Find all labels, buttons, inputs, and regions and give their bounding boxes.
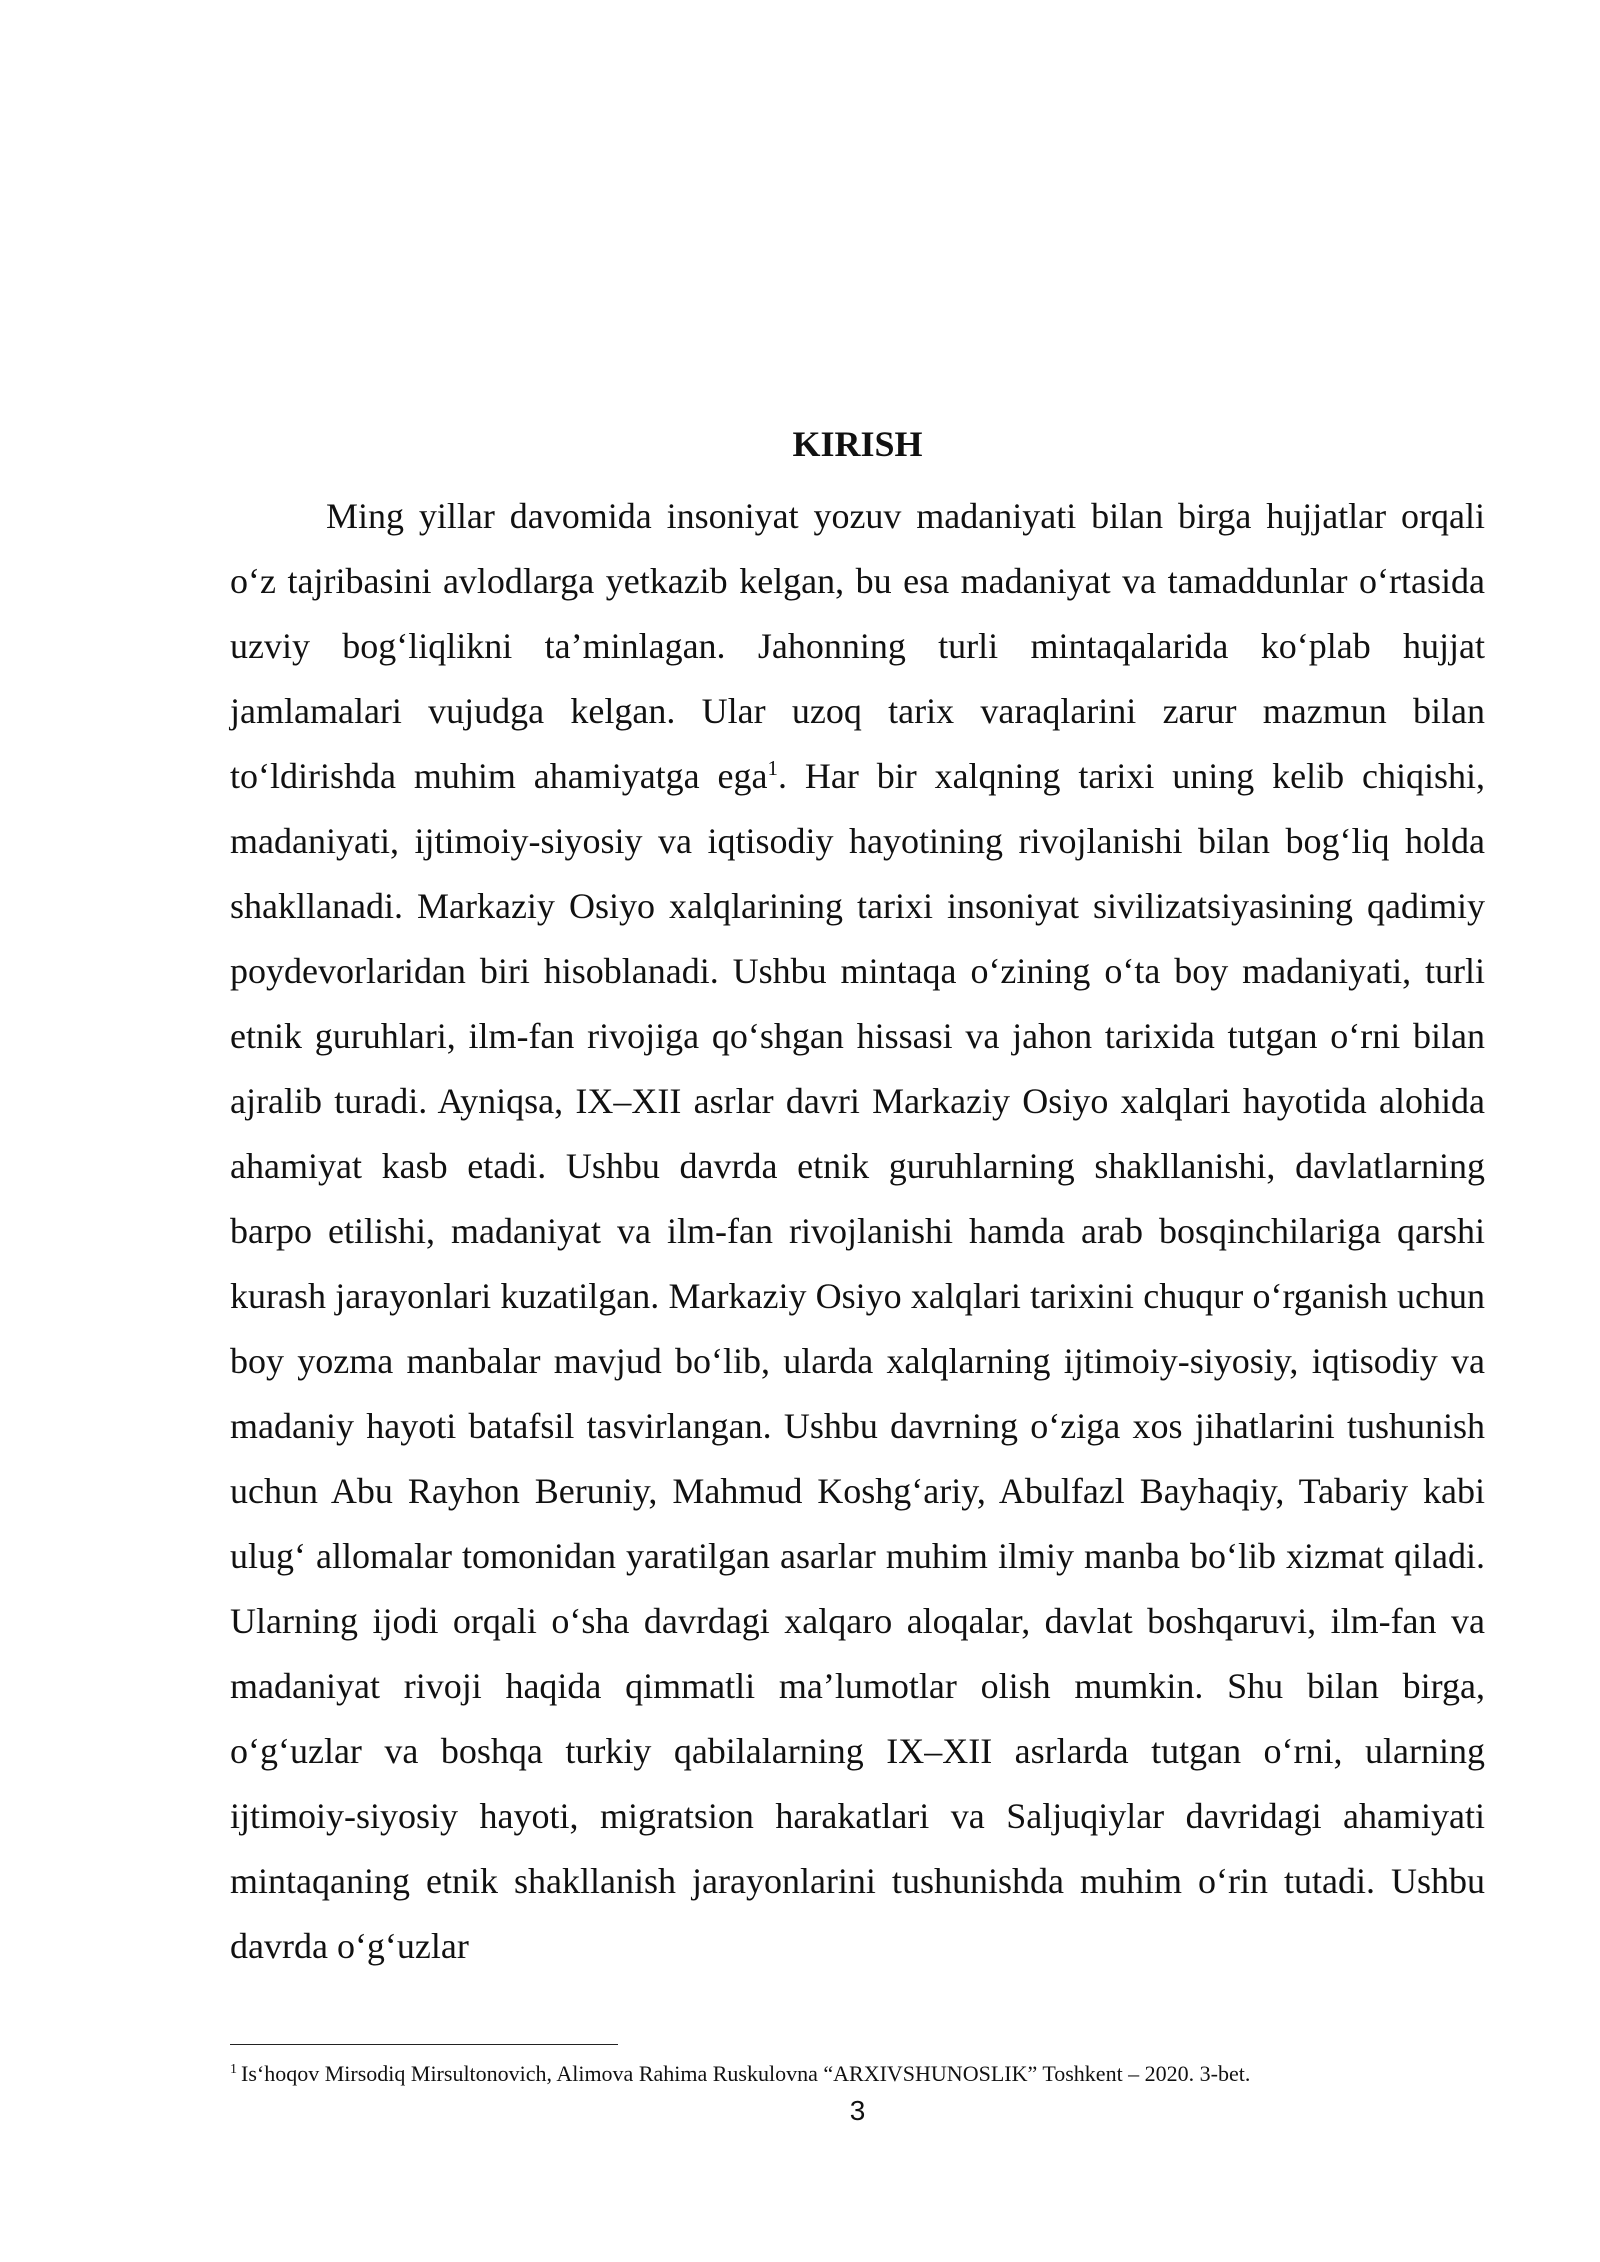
page-number: 3 — [849, 2095, 866, 2126]
footnote-reference[interactable]: 1 — [767, 756, 778, 780]
footnote-number: 1 — [230, 2061, 237, 2077]
page-title: KIRISH — [792, 424, 923, 464]
paragraph-text-part2: . Har bir xalqning tarixi uning kelib chiqishi, madaniyati, ijtimoiy-siyosiy va iqtisodiy hayotining rivojlanishi bilan bog‘liq holda shakllanadi. Markaziy Osiyo xalqlarining tarixi insoniyat sivilizatsiyasining qadimiy poydevorlaridan biri hisoblanadi. Ushbu mintaqa o‘zining o‘ta boy madaniyati, turli etnik guruhlari, ilm-fan rivojiga qo‘shgan hissasi va jahon tarixida tutgan o‘rni bilan ajralib turadi. Ayniqsa, IX–XII asrlar davri Markaziy Osiyo xalqlari hayotida alohida ahamiyat kasb etadi. Ushbu davrda etnik guruhlarning shakllanishi, davlatlarning barpo etilishi, madaniyat va ilm-fan rivojlanishi hamda arab bosqinchilariga qarshi kurash jarayonlari kuzatilgan. Markaziy Osiyo xalqlari tarixini chuqur o‘rganish uchun boy yozma manbalar mavjud bo‘lib, ularda xalqlarning ijtimoiy-siyosiy, iqtisodiy va madaniy hayoti batafsil tasvirlangan. Ushbu davrning o‘ziga xos jihatlarini tushunish uchun Abu Rayhon Beruniy, Mahmud Koshg‘ariy, Abulfazl Bayhaqiy, Tabariy kabi ulug‘ allomalar tomonidan yaratilgan asarlar muhim ilmiy manba bo‘lib xizmat qiladi. Ularning ijodi orqali o‘sha davrdagi xalqaro aloqalar, davlat boshqaruvi, ilm-fan va madaniyat rivoji haqida qimmatli ma’lumotlar olish mumkin. Shu bilan birga, o‘g‘uzlar va boshqa turkiy qabilalarning IX–XII asrlarda tutgan o‘rni, ularning ijtimoiy-siyosiy hayoti, migratsion harakatlari va Saljuqiylar davridagi ahamiyati mintaqaning etnik shakllanish jarayonlarini tushunishda muhim o‘rin tutadi. Ushbu davrda o‘g‘uzlar — [230, 756, 1485, 1966]
footnote-text: Is‘hoqov Mirsodiq Mirsultonovich, Alimova Rahima Ruskulovna “ARXIVSHUNOSLIK” Toshkent – 2020. 3-bet. — [241, 2061, 1251, 2086]
footnote-separator — [230, 2044, 618, 2045]
body-paragraph — [230, 484, 1485, 1979]
footnote — [230, 2060, 1485, 2088]
paragraph-text-part1: Ming yillar davomida insoniyat yozuv madaniyati bilan birga hujjatlar orqali o‘z tajribasini avlodlarga yetkazib kelgan, bu esa madaniyat va tamaddunlar o‘rtasida uzviy bog‘liqlikni ta’minlagan. Jahonning turli mintaqalarida ko‘plab hujjat jamlamalari vujudga kelgan. Ular uzoq tarix varaqlarini zarur mazmun bilan to‘ldirishda muhim ahamiyatga ega — [230, 496, 1485, 796]
